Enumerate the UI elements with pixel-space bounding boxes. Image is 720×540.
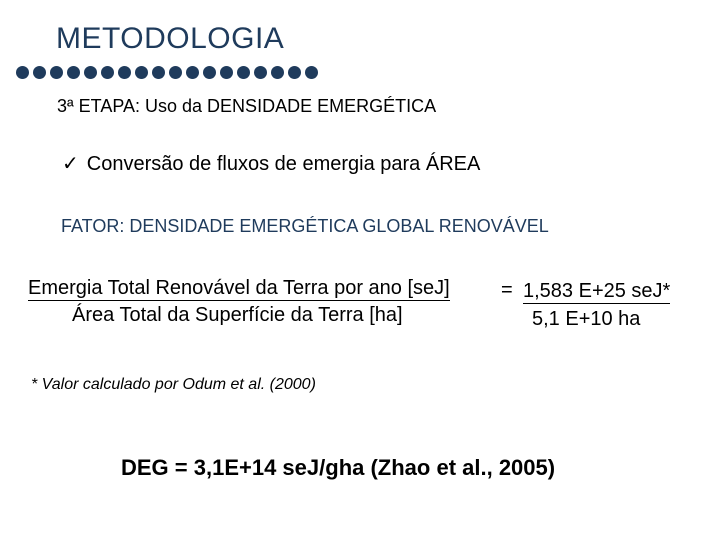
formula-equals: = [501, 279, 513, 301]
divider-dot [135, 66, 148, 79]
divider-dot [254, 66, 267, 79]
formula-denominator: Área Total da Superfície da Terra [ha] [72, 304, 403, 326]
factor-label: FATOR: DENSIDADE EMERGÉTICA GLOBAL RENOVÁVEL [61, 216, 549, 236]
divider-dot [220, 66, 233, 79]
deg-result: DEG = 3,1E+14 seJ/gha (Zhao et al., 2005) [121, 455, 556, 480]
divider-dot [186, 66, 199, 79]
divider-dot [101, 66, 114, 79]
decorative-dot-divider [16, 66, 318, 79]
footnote: * Valor calculado por Odum et al. (2000) [31, 376, 316, 393]
divider-dot [237, 66, 250, 79]
bullet-item [62, 151, 480, 176]
divider-dot [203, 66, 216, 79]
divider-dot [84, 66, 97, 79]
slide-title: METODOLOGIA [56, 22, 285, 55]
divider-dot [288, 66, 301, 79]
divider-dot [152, 66, 165, 79]
result-denominator: 5,1 E+10 ha [532, 308, 641, 330]
divider-dot [169, 66, 182, 79]
divider-dot [271, 66, 284, 79]
bullet-text: Conversão de fluxos de emergia para ÁREA [86, 153, 481, 175]
divider-dot [67, 66, 80, 79]
formula-numerator: Emergia Total Renovável da Terra por ano [seJ] [28, 277, 450, 299]
stage-heading: 3ª ETAPA: Uso da DENSIDADE EMERGÉTICA [57, 96, 437, 116]
divider-dot [305, 66, 318, 79]
checkmark-icon: ✓ [62, 153, 79, 175]
divider-dot [16, 66, 29, 79]
divider-dot [50, 66, 63, 79]
divider-dot [33, 66, 46, 79]
divider-dot [118, 66, 131, 79]
result-numerator: 1,583 E+25 seJ* [523, 280, 671, 302]
